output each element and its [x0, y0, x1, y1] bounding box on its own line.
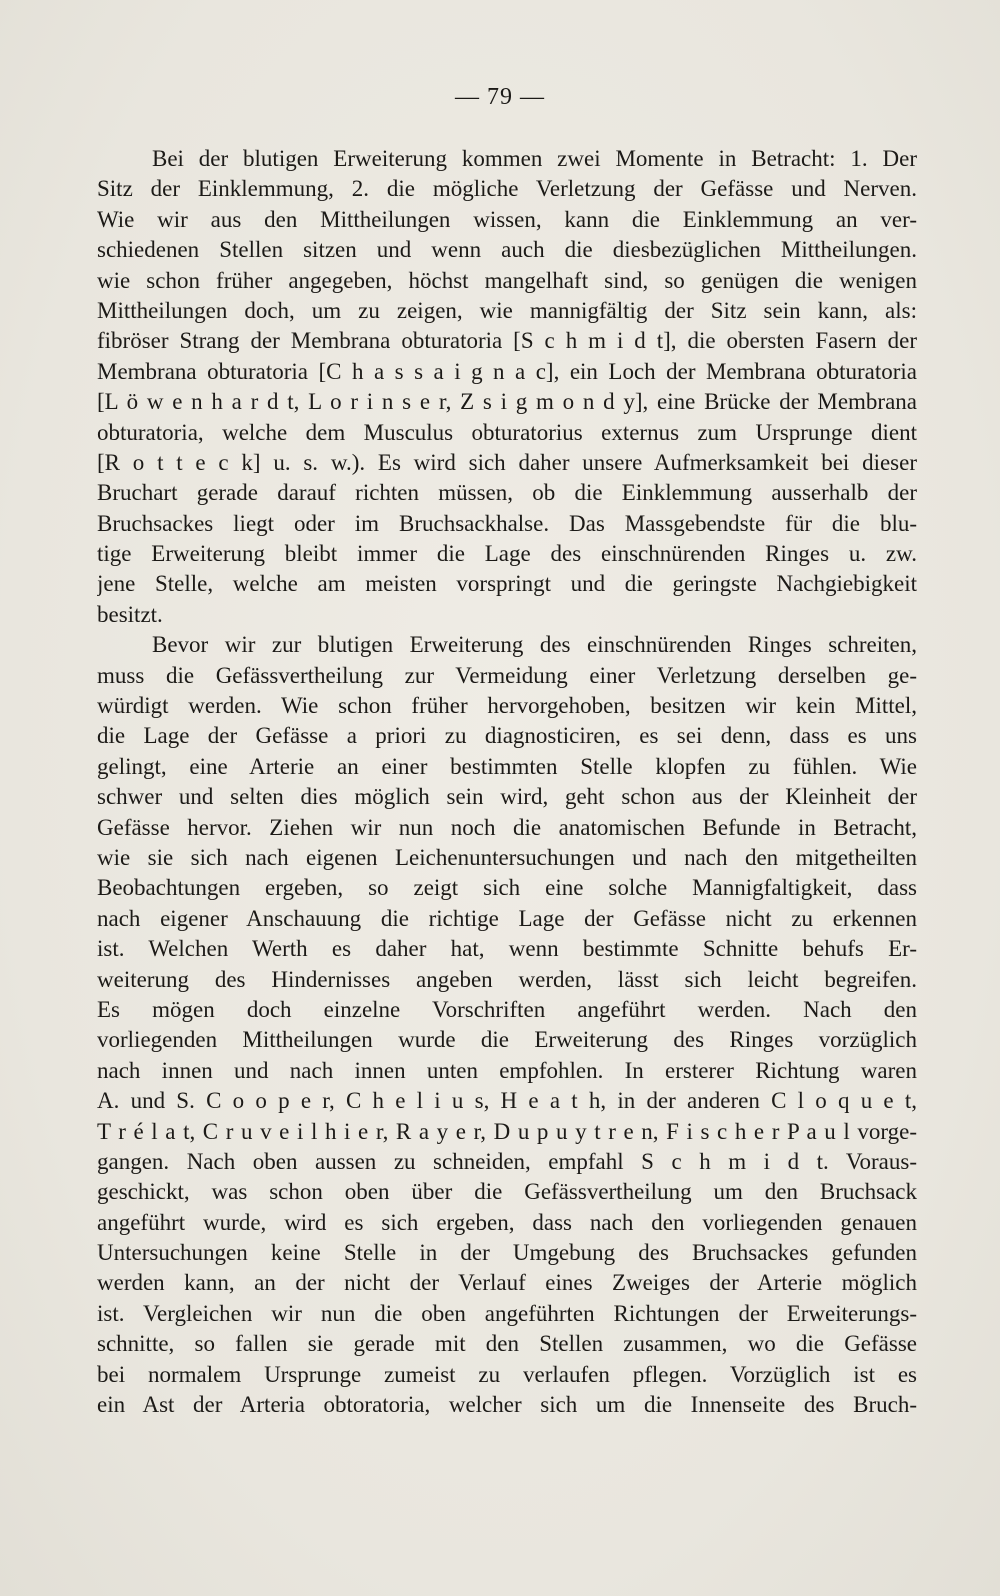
text-line: schwer und selten dies möglich sein wird, geht schon aus der Kleinheit der	[97, 784, 917, 810]
text-line: Bruchsackes liegt oder im Bruchsackhalse. Das Massgebendste für die blu-	[97, 510, 917, 536]
text-line: wie sie sich nach eigenen Leichenuntersuchungen und nach den mitgetheilten	[97, 844, 917, 870]
text-line: Bevor wir zur blutigen Erweiterung des einschnürenden Ringes schreiten,	[152, 632, 917, 658]
text-line: nach eigener Anschauung die richtige Lage der Gefässe nicht zu erkennen	[97, 905, 917, 931]
text-line: vorliegenden Mittheilungen wurde die Erweiterung des Ringes vorzüglich	[97, 1027, 917, 1053]
text-line: die Lage der Gefässe a priori zu diagnosticiren, es sei denn, dass es uns	[97, 723, 917, 749]
text-line: ein Ast der Arteria obtoratoria, welcher sich um die Innenseite des Bruch-	[97, 1392, 917, 1418]
text-line: fibröser Strang der Membrana obturatoria [S c h m i d t], die obersten Fasern der	[97, 328, 917, 354]
text-line: geschickt, was schon oben über die Gefässvertheilung um den Bruchsack	[97, 1179, 917, 1205]
text-line: jene Stelle, welche am meisten vorspringt und die geringste Nachgiebigkeit	[97, 571, 917, 597]
text-line: Wie wir aus den Mittheilungen wissen, kann die Einklemmung an ver-	[97, 206, 917, 232]
text-line: Mittheilungen doch, um zu zeigen, wie mannigfältig der Sitz sein kann, als:	[97, 297, 917, 323]
body-text	[97, 144, 917, 1420]
text-line: nach innen und nach innen unten empfohlen. In ersterer Richtung waren	[97, 1057, 917, 1083]
text-line: T r é l a t, C r u v e i l h i e r, R a y e r, D u p u y t r e n, F i s c h e r P a u l vorge-	[97, 1118, 917, 1144]
text-line: Membrana obturatoria [C h a s s a i g n a c], ein Loch der Membrana obturatoria	[97, 358, 917, 384]
text-line: würdigt werden. Wie schon früher hervorgehoben, besitzen wir kein Mittel,	[97, 693, 917, 719]
text-line: [L ö w e n h a r d t, L o r i n s e r, Z s i g m o n d y], eine Brücke der Membrana	[97, 389, 917, 415]
text-line: bei normalem Ursprunge zumeist zu verlaufen pflegen. Vorzüglich ist es	[97, 1361, 917, 1387]
text-line: Bei der blutigen Erweiterung kommen zwei Momente in Betracht: 1. Der	[152, 146, 917, 171]
text-line: wie schon früher angegeben, höchst mangelhaft sind, so genügen die wenigen	[97, 267, 917, 293]
text-line: gangen. Nach oben aussen zu schneiden, empfahl S c h m i d t. Voraus-	[97, 1148, 917, 1174]
text-line: gelingt, eine Arterie an einer bestimmten Stelle klopfen zu fühlen. Wie	[97, 753, 917, 779]
text-line: ist. Welchen Werth es daher hat, wenn bestimmte Schnitte behufs Er-	[97, 936, 917, 962]
text-line: weiterung des Hindernisses angeben werden, lässt sich leicht begreifen.	[97, 966, 917, 992]
text-line: schnitte, so fallen sie gerade mit den Stellen zusammen, wo die Gefässe	[97, 1331, 917, 1357]
text-line: Sitz der Einklemmung, 2. die mögliche Verletzung der Gefässe und Nerven.	[97, 176, 917, 202]
text-line: obturatoria, welche dem Musculus obturatorius externus zum Ursprunge dient	[97, 419, 917, 445]
text-line: [R o t t e c k] u. s. w.). Es wird sich daher unsere Aufmerksamkeit bei dieser	[97, 449, 917, 475]
text-line: werden kann, an der nicht der Verlauf eines Zweiges der Arterie möglich	[97, 1270, 917, 1296]
text-line: besitzt.	[97, 601, 163, 627]
text-line: Untersuchungen keine Stelle in der Umgebung des Bruchsackes gefunden	[97, 1240, 917, 1266]
text-line: A. und S. C o o p e r, C h e l i u s, H e a t h, in der anderen C l o q u e t,	[97, 1088, 917, 1114]
text-line: Gefässe hervor. Ziehen wir nun noch die anatomischen Befunde in Betracht,	[97, 814, 917, 840]
text-line: ist. Vergleichen wir nun die oben angeführten Richtungen der Erweiterungs-	[97, 1300, 917, 1326]
text-line: Beobachtungen ergeben, so zeigt sich eine solche Mannigfaltigkeit, dass	[97, 875, 917, 901]
text-line: Es mögen doch einzelne Vorschriften angeführt werden. Nach den	[97, 996, 917, 1022]
text-line: muss die Gefässvertheilung zur Vermeidung einer Verletzung derselben ge-	[97, 662, 917, 688]
text-line: Bruchart gerade darauf richten müssen, ob die Einklemmung ausserhalb der	[97, 480, 917, 506]
text-line: schiedenen Stellen sitzen und wenn auch die diesbezüglichen Mittheilungen.	[97, 237, 917, 263]
text-line: angeführt wurde, wird es sich ergeben, dass nach den vorliegenden genauen	[97, 1209, 917, 1235]
page-number: — 79 —	[455, 84, 545, 110]
text-line: tige Erweiterung bleibt immer die Lage des einschnürenden Ringes u. zw.	[97, 541, 917, 567]
